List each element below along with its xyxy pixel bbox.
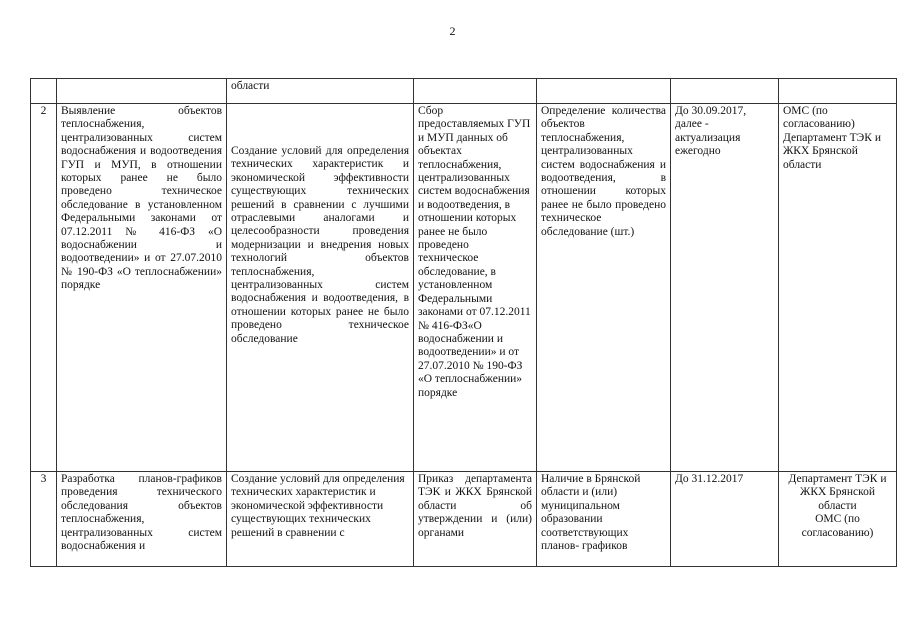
cell-event: Разработка планов-графиков проведения технического обследования объектов теплоснабжения, централизованных систем водоснабжения и xyxy=(57,472,227,567)
table-row xyxy=(31,104,897,472)
cell-responsible xyxy=(779,79,897,104)
cell-indicator: Определение количества объектов теплоснабжения, централизованных систем водоснабжения и водоотведения, в отношении которых ранее не было проведено техническое обследование (шт.) xyxy=(537,104,671,472)
cell-goal: области xyxy=(227,79,414,104)
cell-num xyxy=(31,79,57,104)
cell-indicator: Наличие в Брянской области и (или) муниципальном образовании соответствующих планов- графиков xyxy=(537,472,671,567)
cell-event: Выявление объектов теплоснабжения, централизованных систем водоснабжения и водоотведения ГУП и МУП, в отношении которых ранее не было проведено техническое обследование в установленном Федеральными законами от 07.12.2011 № 416-ФЗ «О водоснабжении и водоотведении» и от 27.07.2010 № 190-ФЗ «О теплоснабжении» порядке xyxy=(57,104,227,472)
cell-responsible: ОМС (по согласованию) Департамент ТЭК и ЖКХ Брянской области xyxy=(779,104,897,472)
cell-result: Сбор предоставляемых ГУП и МУП данных об объектах теплоснабжения, централизованных систем водоснабжения и водоотведения, в отношении которых ранее не было проведено техническое обследование, в установленном Федеральными законами от 07.12.2011 № 416-ФЗ«О водоснабжении и водоотведении» и от 27.07.2010 № 190-ФЗ «О теплоснабжении» порядке xyxy=(414,104,537,472)
cell-deadline: До 31.12.2017 xyxy=(671,472,779,567)
cell-result: Приказ департамента ТЭК и ЖКХ Брянской области об утверждении и (или) органами xyxy=(414,472,537,567)
cell-num: 3 xyxy=(31,472,57,567)
goal-text: Создание условий для определения технических характеристик и экономической эффективности существующих технических решений в сравнении с лучшими отраслевыми аналогами и целесообразности проведения модернизации и внедрения новых технологий объектов теплоснабжения, централизованных систем водоснабжения и водоотведения, в отношении которых ранее не было проведено техническое обследование xyxy=(231,145,409,345)
responsible-oms: ОМС (по согласованию) xyxy=(801,513,874,539)
responsible-department: Департамент ТЭК и ЖКХ Брянской области xyxy=(788,473,887,512)
cell-num: 2 xyxy=(31,104,57,472)
cell-event xyxy=(57,79,227,104)
cell-result xyxy=(414,79,537,104)
cell-deadline xyxy=(671,79,779,104)
cell-indicator xyxy=(537,79,671,104)
page-number: 2 xyxy=(449,24,456,38)
cell-responsible xyxy=(779,472,897,567)
plan-table xyxy=(30,78,897,567)
table-row xyxy=(31,472,897,567)
cell-deadline: До 30.09.2017, далее - актуализация ежегодно xyxy=(671,104,779,472)
cell-goal: Создание условий для определения технических характеристик и экономической эффективности существующих технических решений в сравнении с xyxy=(227,472,414,567)
table-row-continued xyxy=(31,79,897,104)
cell-goal xyxy=(227,104,414,472)
